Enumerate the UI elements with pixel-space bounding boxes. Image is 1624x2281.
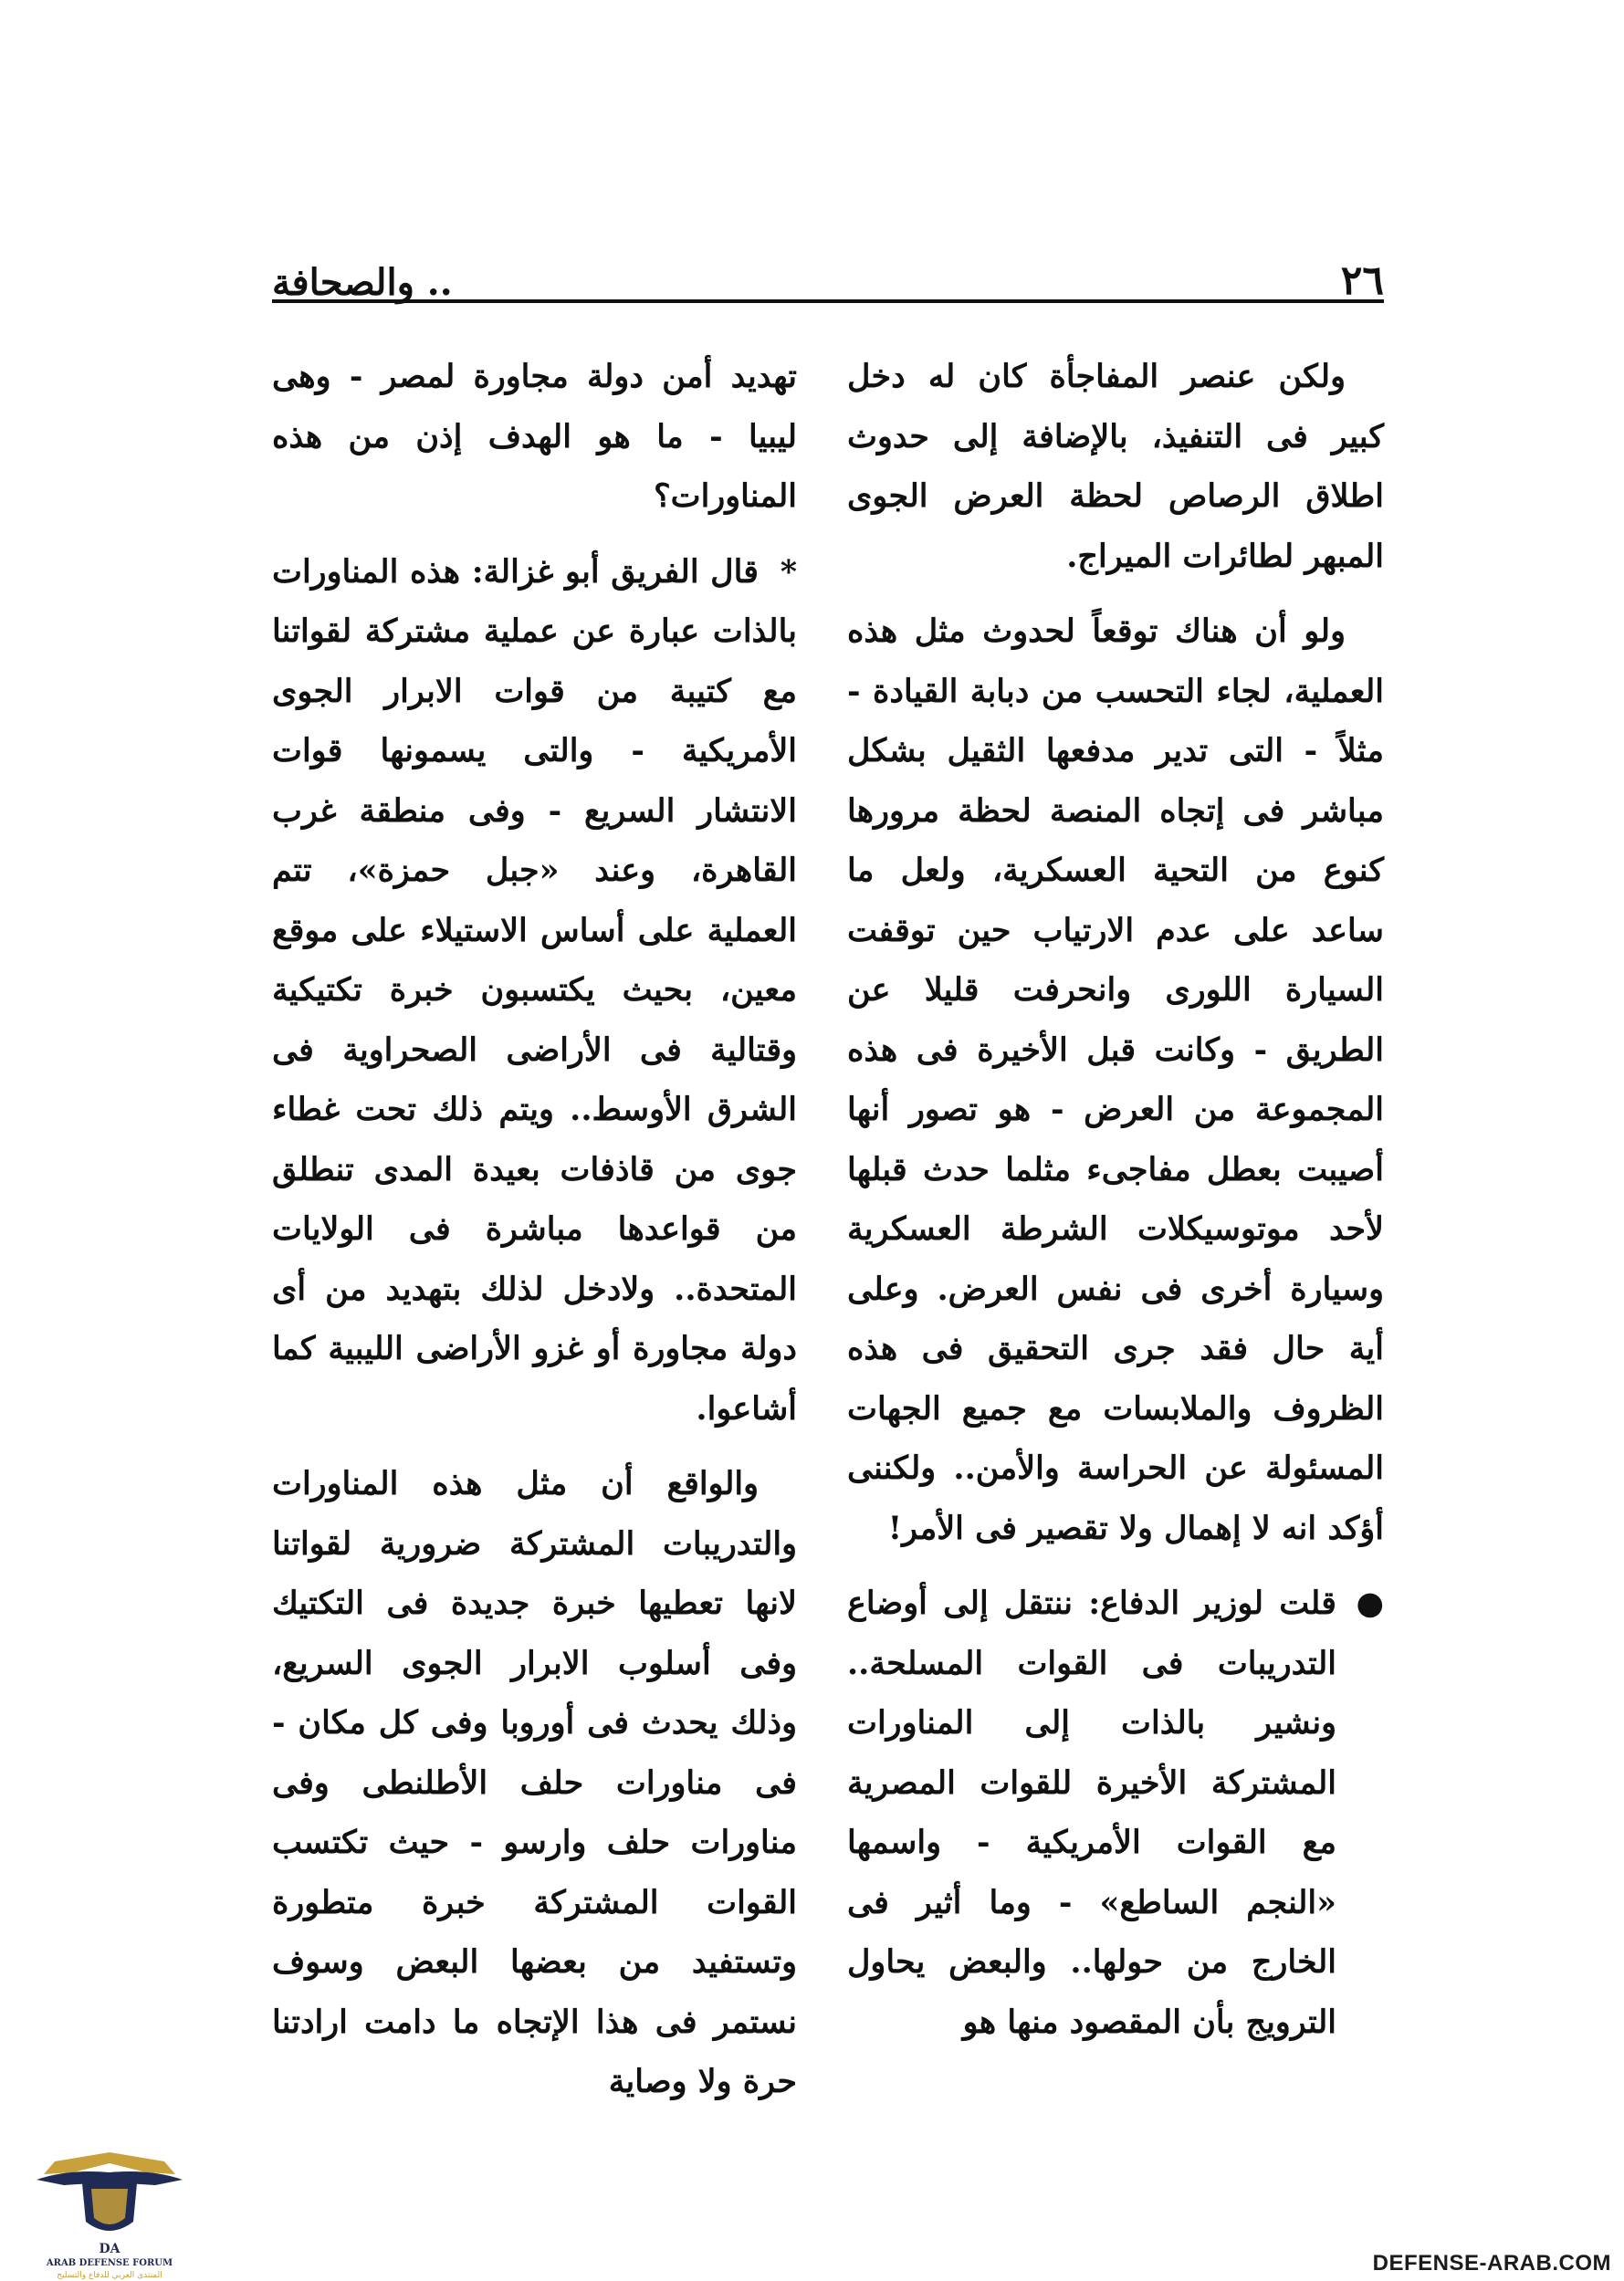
right-column — [847, 347, 1384, 2067]
question-paragraph — [847, 1574, 1384, 2052]
paragraph: تهديد أمن دولة مجاورة لمصر - وهى ليبيا - ما هو الهدف إذن من هذه المناورات؟ — [272, 358, 797, 515]
left-column — [272, 347, 797, 2128]
running-title: .. والصحافة — [272, 261, 453, 304]
paragraph: ولو أن هناك توقعاً لحدوث مثل هذه العملية، لجاء التحسب من دبابة القيادة - مثلاً - التى تدير مدفعها الثقيل بشكل مباشر فى إتجاه المنصة لحظة مرورها كنوع من التحية العسكرية، ولعل ما ساعد على عدم الارتياب حين توقفت السيارة اللورى وانحرفت قليلا عن الطريق - وكانت قبل الأخيرة فى هذه المجموعة من العرض - هو تصور أنها أصيبت بعطل مفاجىء مثلما حدث قبلها لأحد موتوسيكلات الشرطة العسكرية وسيارة أخرى فى نفس العرض. وعلى أية حال فقد جرى التحقيق فى هذه الظروف والملابسات مع جميع الجهات المسئولة عن الحراسة والأمن.. ولكننى أؤكد انه لا إهمال ولا تقصير فى الأمر! — [847, 612, 1384, 1547]
asterisk-icon: * — [780, 552, 797, 591]
answer-paragraph — [272, 542, 797, 1439]
page-number: ٢٦ — [1340, 257, 1384, 304]
winged-shield-icon — [37, 2152, 183, 2231]
header-rule — [272, 299, 1384, 303]
svg-text:DA: DA — [99, 2242, 120, 2256]
arab-defense-forum-logo — [18, 2145, 201, 2281]
svg-text:المنتدى العربي للدفاع والتسليح: المنتدى العربي للدفاع والتسليح — [57, 2271, 162, 2280]
bullet-dot-icon: ● — [1356, 1585, 1384, 1622]
page-header — [272, 228, 1384, 304]
paragraph: ولكن عنصر المفاجأة كان له دخل كبير فى التنفيذ، بالإضافة إلى حدوث اطلاق الرصاص لحظة العرض الجوى المبهر لطائرات الميراج. — [847, 358, 1384, 575]
svg-text:ARAB DEFENSE FORUM: ARAB DEFENSE FORUM — [46, 2258, 173, 2268]
question-text: قلت لوزير الدفاع: ننتقل إلى أوضاع التدريبات فى القوات المسلحة.. ونشير بالذات إلى المناورات المشتركة الأخيرة للقوات المصرية مع القوات الأمريكية - واسمها «النجم الساطع» - وما أثير فى الخارج من حولها.. والبعض يحاول الترويج بأن المقصود منها هو — [847, 1585, 1336, 2041]
watermark-url: DEFENSE-ARAB.COM — [1372, 2251, 1611, 2276]
paragraph: والواقع أن مثل هذه المناورات والتدريبات المشتركة ضرورية لقواتنا لانها تعطيها خبرة جديدة فى التكتيك وفى أسلوب الابرار الجوى السريع، وذلك يحدث فى أوروبا وفى كل مكان - فى مناورات حلف الأطلنطى وفى مناورات حلف وارسو - حيث تكتسب القوات المشتركة خبرة متطورة وتستفيد من بعضها البعض وسوف نستمر فى هذا الإتجاه ما دامت ارادتنا حرة ولا وصاية — [272, 1465, 797, 2100]
answer-text: قال الفريق أبو غزالة: هذه المناورات بالذات عبارة عن عملية مشتركة لقواتنا مع كتيبة من قوات الابرار الجوى الأمريكية - والتى يسمونها قوات الانتشار السريع - وفى منطقة غرب القاهرة، وعند «جبل حمزة»، تتم العملية على أساس الاستيلاء على موقع معين، بحيث يكتسبون خبرة تكتيكية وقتالية فى الأراضى الصحراوية فى الشرق الأوسط.. ويتم ذلك تحت غطاء جوى من قاذفات بعيدة المدى تنطلق من قواعدها مباشرة فى الولايات المتحدة.. ولادخل لذلك بتهديد من أى دولة مجاورة أو غزو الأراضى الليبية كما أشاعوا. — [272, 552, 797, 1428]
